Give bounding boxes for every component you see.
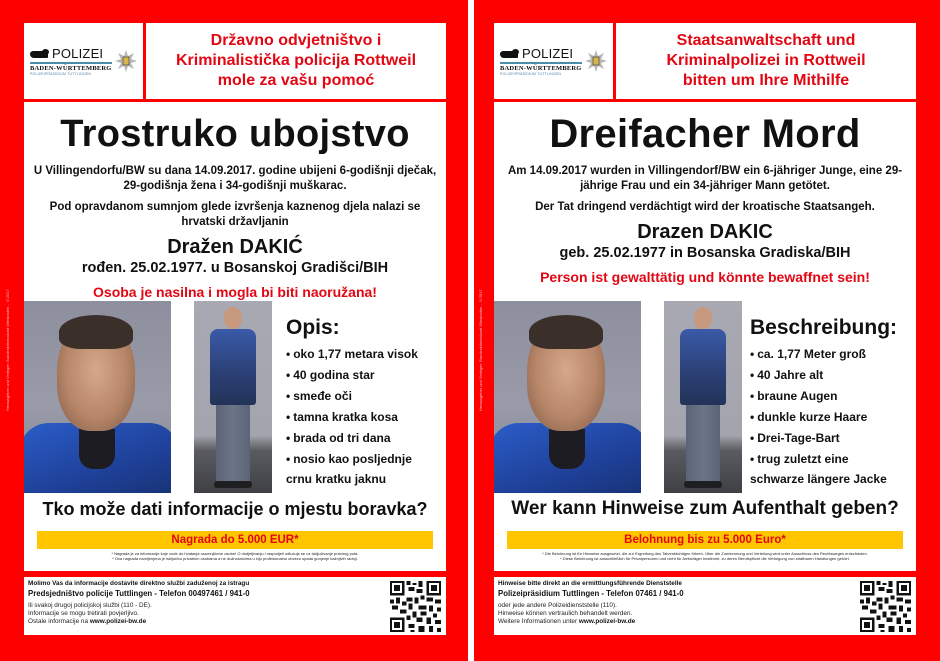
contact-lead: Hinweise bitte direkt an die ermittlungsführende Dienststelle	[498, 580, 682, 587]
description-item: • ca. 1,77 Meter groß	[750, 347, 866, 361]
contact-footer	[24, 577, 446, 635]
poster-body	[494, 102, 916, 571]
contact-line: Ili svakoj drugoj policijskoj službi (110 - DE).	[28, 602, 152, 609]
contact-phone: Predsjedništvo policije Tuttlingen - Telefon 00497461 / 941-0	[28, 589, 250, 598]
description-title: Opis:	[286, 316, 340, 339]
poster-title: Trostruko ubojstvo	[60, 113, 410, 155]
description-item: • dunkle kurze Haare	[750, 410, 868, 424]
reward-fine-print: * Die Belohnung ist für Hinweise ausgesetzt, die zur Ergreifung des Tatverdächtigen führen. Über die Zuerkennung und Verteilung wird unter Ausschluss des Rechtsweges entschieden. * Diese Belohnung ist ausschließlich für Privatpersonen und nicht für Amtsträger bestimmt, zu deren Berufspflicht die Verfolgung von strafbaren Handlungen gehört.	[542, 551, 868, 562]
logo-unit-text: POLIZEIPRÄSIDIUM TUTTLINGEN	[30, 72, 92, 76]
contact-footer	[494, 577, 916, 635]
description-item: • braune Augen	[750, 389, 838, 403]
poster-header	[494, 23, 916, 99]
contact-line: oder jede andere Polizeidienststelle (110).	[498, 602, 617, 609]
website-link[interactable]: www.polizei-bw.de	[89, 617, 147, 625]
authority-line-3: mole za vašu pomoć	[217, 72, 375, 89]
suspect-birth: geb. 25.02.1977 in Bosanska Gradiska/BIH	[559, 245, 851, 261]
police-star-icon	[115, 50, 137, 72]
logo-rule	[30, 62, 112, 64]
information-request: Tko može dati informacije o mjestu boravka?	[42, 499, 428, 519]
reward-banner: Nagrada do 5.000 EUR*	[37, 531, 433, 549]
information-request: Wer kann Hinweise zum Aufenthalt geben?	[511, 498, 899, 519]
logo-polizei-text: POLIZEI	[522, 46, 574, 61]
suspect-intro: Der Tat dringend verdächtigt wird der kroatische Staatsangeh.	[535, 201, 875, 213]
website-link[interactable]: www.polizei-bw.de	[578, 617, 636, 625]
suspect-description	[750, 315, 908, 488]
qr-code-icon	[860, 581, 911, 632]
poster-title: Dreifacher Mord	[549, 112, 861, 156]
crime-description: Am 14.09.2017 wurden in Villingendorf/BW ein 6-jähriger Junge, eine 29- jährige Frau und ein 34-jähriger Mann getötet.	[507, 165, 903, 192]
contact-line: Informacije se mogu tretirati povjerljivo.	[28, 609, 139, 617]
issuing-authority	[146, 23, 446, 99]
logo-rule	[500, 62, 582, 64]
poster-body	[24, 102, 446, 571]
poster-header	[24, 23, 446, 99]
more-info-line: Weitere Informationen unter www.polizei-bw.de	[498, 617, 636, 625]
description-item: • Drei-Tage-Bart	[750, 431, 840, 445]
suspect-birth: rođen. 25.02.1977. u Bosanskoj Gradišci/BIH	[81, 260, 389, 276]
issuing-authority	[616, 23, 916, 99]
police-logo	[24, 23, 143, 99]
logo-state-text: BADEN-WÜRTTEMBERG	[500, 65, 582, 72]
police-logo	[494, 23, 613, 99]
authority-line-2: Kriminalpolizei in Rottweil	[666, 52, 866, 69]
description-item: • 40 Jahre alt	[750, 368, 824, 382]
suspect-full-body-photo	[194, 301, 272, 493]
suspect-portrait-photo	[494, 301, 641, 493]
suspect-name: Dražen DAKIĆ	[167, 236, 303, 258]
reward-banner: Belohnung bis zu 5.000 Euro*	[507, 531, 903, 549]
qr-code-icon	[390, 581, 441, 632]
suspect-full-body-photo	[664, 301, 742, 493]
suspect-name: Drazen DAKIC	[637, 221, 773, 243]
police-star-icon	[585, 50, 607, 72]
contact-lead: Molimo Vas da informacije dostavite direktno službi zaduženoj za istragu	[28, 580, 250, 587]
authority-line-2: Kriminalistička policija Rottweil	[175, 52, 417, 69]
description-item: • trug zuletzt eine	[750, 452, 849, 466]
authority-line-1: Staatsanwaltschaft und	[676, 32, 856, 49]
publisher-side-text: Herausgeber und Verleger: Bundeskriminalamt Wiesbaden - ©2017	[5, 289, 10, 411]
logo-polizei-text: POLIZEI	[52, 46, 104, 61]
description-item: • smeđe oči	[286, 389, 352, 403]
contact-phone: Polizeipräsidium Tuttlingen - Telefon 07461 / 941-0	[498, 589, 684, 598]
suspect-photos	[494, 301, 916, 495]
lion-icon	[500, 49, 520, 59]
publisher-side-text: Herausgeber und Verleger: Bundeskriminalamt Wiesbaden - ©2017	[478, 289, 483, 411]
description-continuation: schwarze längere Jacke	[750, 472, 887, 486]
description-title: Beschreibung:	[750, 316, 898, 339]
logo-state-text: BADEN-WÜRTTEMBERG	[30, 65, 112, 72]
description-item: • tamna kratka kosa	[286, 410, 398, 424]
danger-warning: Person ist gewalttätig und könnte bewaffnet sein!	[540, 269, 870, 285]
suspect-description	[286, 315, 444, 488]
description-item: • nosio kao posljednje	[286, 452, 412, 466]
reward-fine-print: * Nagrada je za informacije koje vode do hvatanja osumnjičene osobe! O dodjeljivanju i raspodjeli odlučuje se uz isključivanje pravnog puta. * Ova nagrada namijenjena je isključivo privatnim osobama a ne dužnosnicima u čiju profesionalnu obvezu spada gonjenje kažnjivih radnji.	[111, 551, 359, 562]
danger-warning: Osoba je nasilna i mogla bi biti naoružana!	[93, 284, 377, 300]
wanted-poster-german	[474, 0, 940, 661]
crime-description: U Villingendorfu/BW su dana 14.09.2017. godine ubijeni 6-godišnji dječak, 29-godišnja žena i 34-godišnji muškarac.	[33, 165, 437, 192]
description-item: • brada od tri dana	[286, 431, 391, 445]
wanted-poster-croatian	[0, 0, 468, 661]
description-continuation: crnu kratku jaknu	[286, 472, 387, 486]
contact-line: Hinweise können vertraulich behandelt werden.	[498, 609, 633, 617]
description-item: • 40 godina star	[286, 368, 375, 382]
authority-line-3: bitten um Ihre Mithilfe	[682, 72, 850, 89]
logo-unit-text: POLIZEIPRÄSIDIUM TUTTLINGEN	[500, 72, 562, 76]
suspect-intro: Pod opravdanom sumnjom glede izvršenja kaznenog djela nalazi se hrvatski državljanin	[49, 201, 421, 228]
more-info-line: Ostale informacije na www.polizei-bw.de	[28, 617, 147, 625]
suspect-portrait-photo	[24, 301, 171, 493]
suspect-photos	[24, 301, 446, 495]
description-item: • oko 1,77 metara visok	[286, 347, 418, 361]
authority-line-1: Državno odvjetništvo i	[210, 32, 382, 49]
lion-icon	[30, 49, 50, 59]
